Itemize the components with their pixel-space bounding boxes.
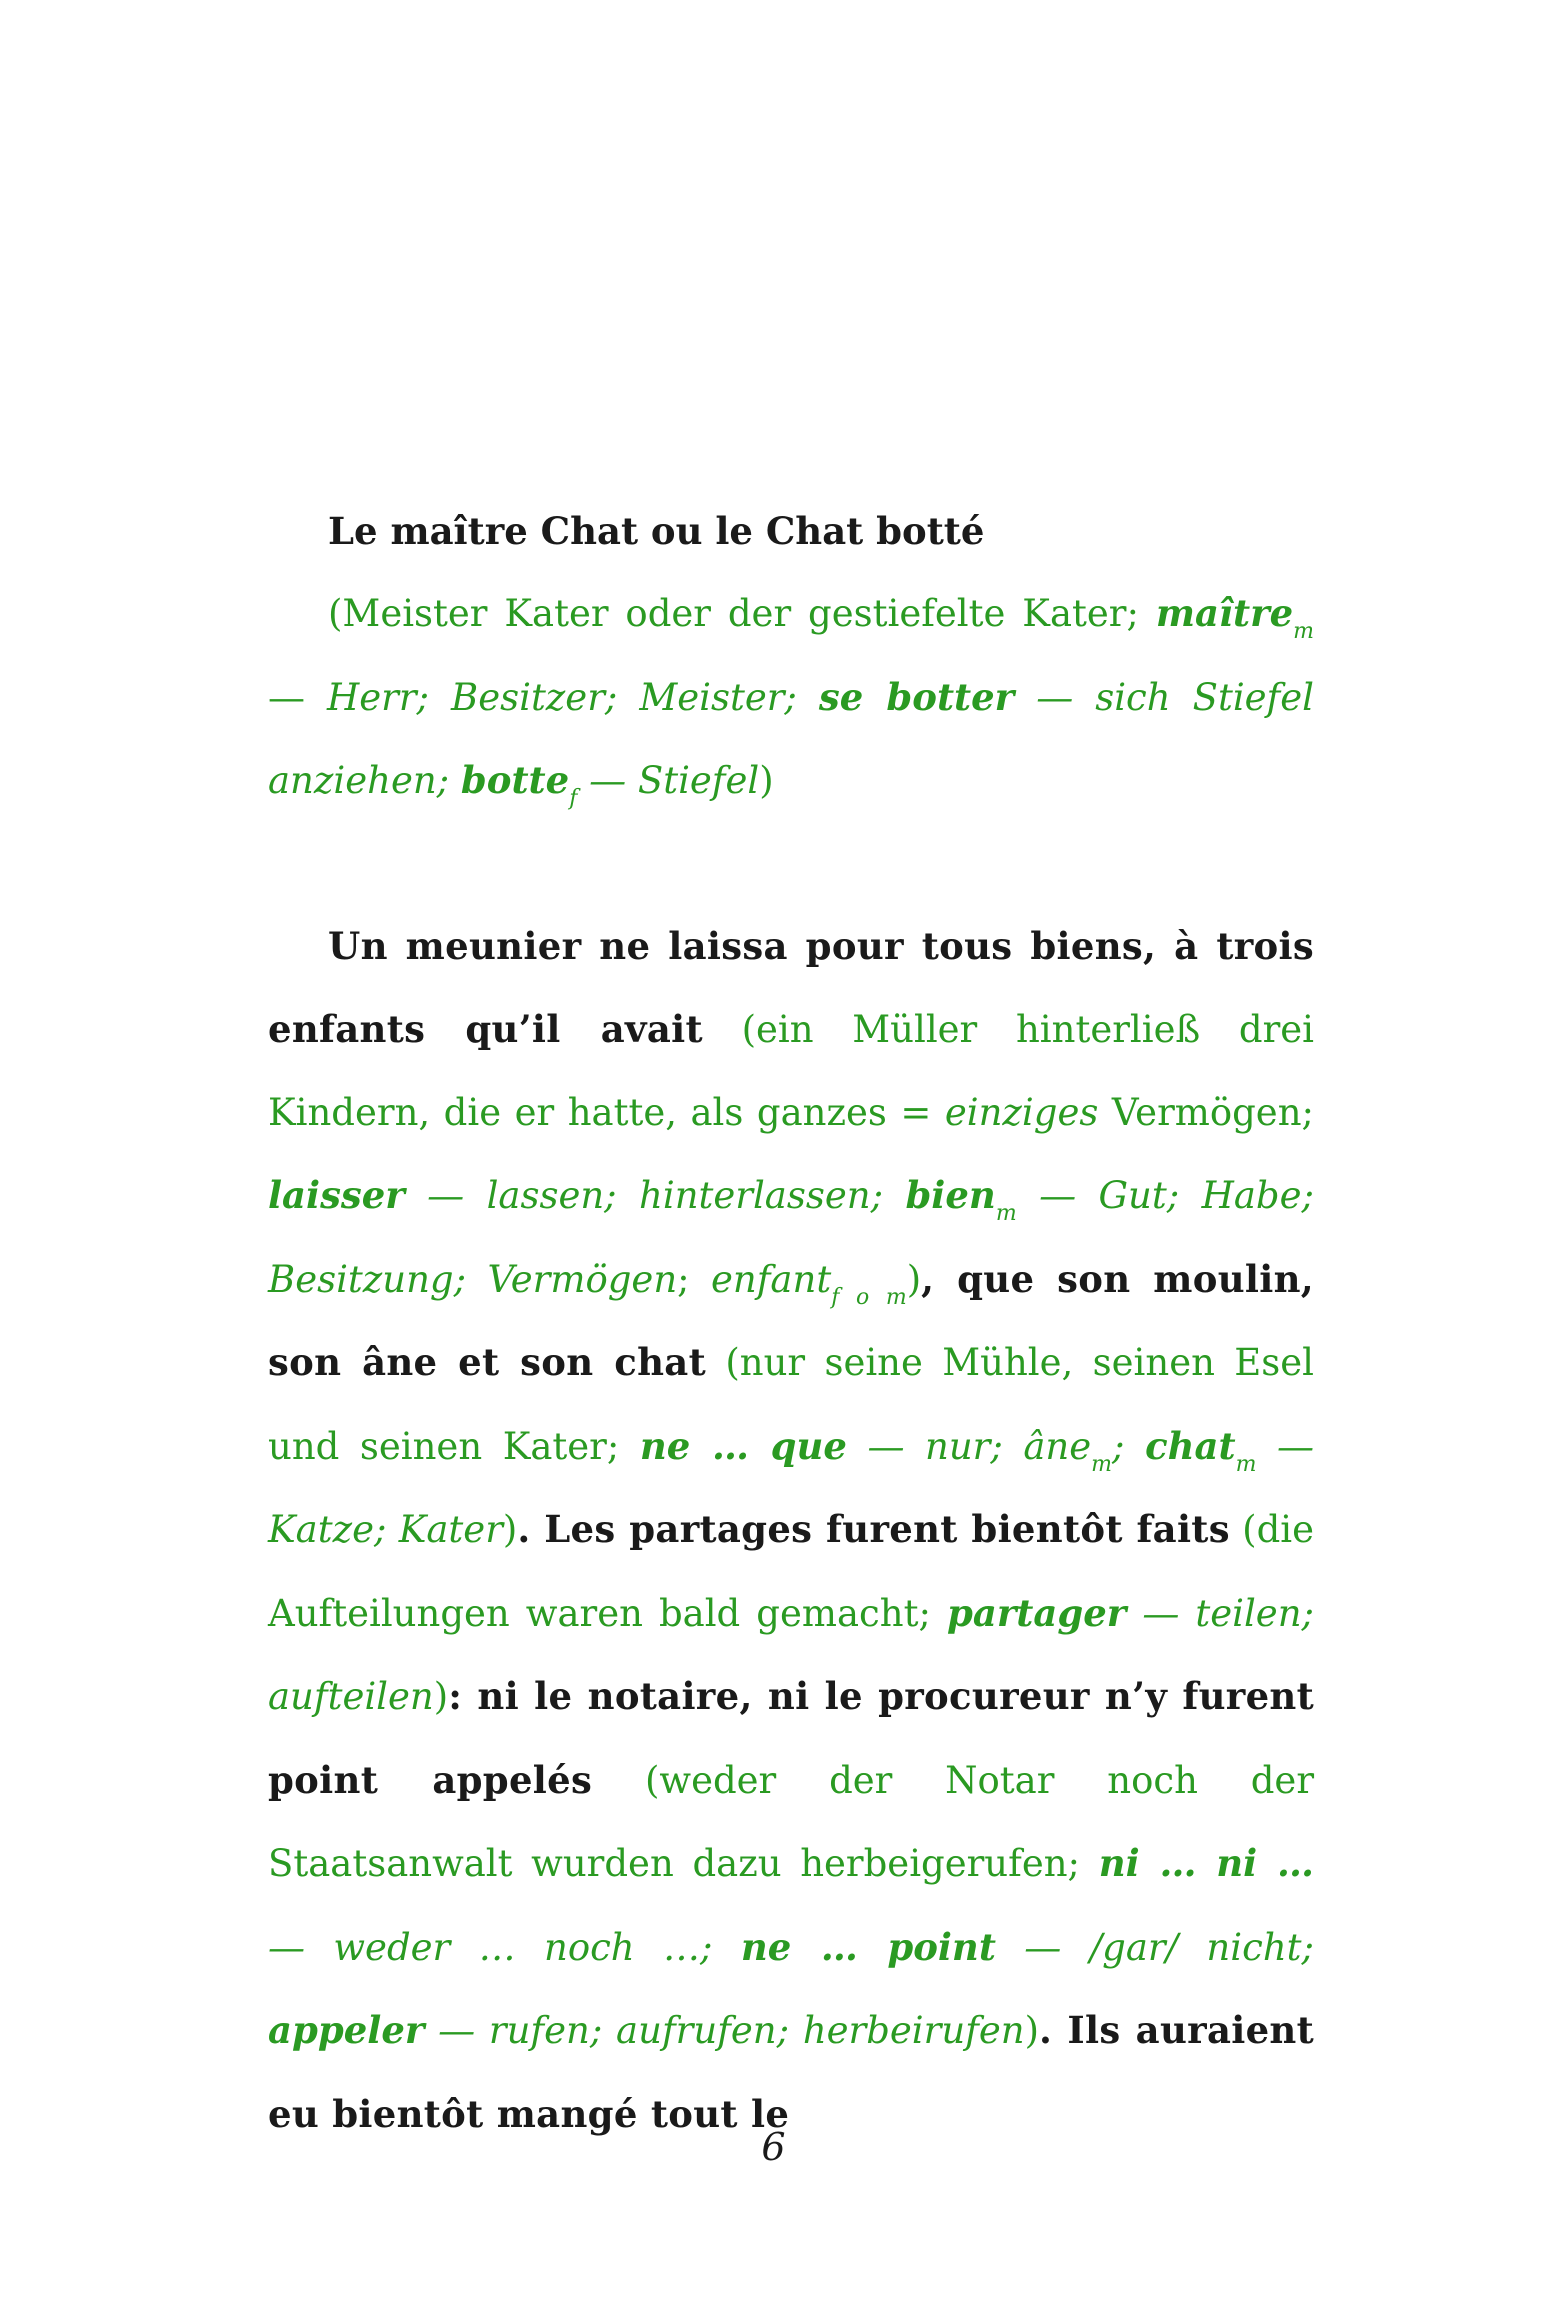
main-paragraph (268, 905, 1314, 2157)
gloss-translation: — Gut; Habe; Besitzung; Vermögen (268, 1174, 1314, 1301)
gloss-text: ) (759, 759, 774, 802)
gloss-translation: — teilen; aufteilen (268, 1591, 1315, 1718)
gender-marker: m (1293, 619, 1314, 644)
page-number: 6 (761, 2125, 786, 2169)
gloss-translation: — sich Stiefel anziehen; (268, 675, 1314, 802)
german-gloss: (die Aufteilungen waren bald gemacht; (268, 1508, 1314, 1635)
gender-marker: f (569, 786, 578, 811)
gender-marker: m (1091, 1451, 1113, 1477)
gloss-translation: — rufen; aufrufen; herbeirufen (424, 2009, 1025, 2052)
gloss-text: (Meister Kater oder der gestiefelte Kater; (328, 592, 1156, 635)
gloss-keyword: bien (905, 1173, 996, 1217)
gloss-keyword: botte (460, 758, 570, 802)
french-text: . Les partages furent bientôt faits (517, 1507, 1230, 1551)
french-text: . Ils auraient eu bientôt mangé tout le (268, 2008, 1315, 2136)
gloss-translation: — /gar/ nicht; (995, 1925, 1314, 1969)
german-gloss: ) (1024, 2009, 1040, 2052)
german-gloss: ) (906, 1257, 922, 1301)
gloss-keyword: laisser (268, 1173, 405, 1217)
gloss-keyword: appeler (268, 2008, 425, 2052)
gender-marker: f o m (831, 1284, 907, 1310)
title-gloss (268, 572, 1314, 823)
gloss-translation: — nur; âne (846, 1424, 1092, 1468)
gloss-keyword: se botter (818, 674, 1015, 719)
gloss-keyword: ne … point (740, 1924, 996, 1969)
chapter-title: Le maître Chat ou le Chat botté (328, 509, 985, 553)
gloss-keyword: partager (946, 1590, 1127, 1635)
gloss-translation: — Stiefel (577, 759, 760, 802)
gloss-translation: — Katze; Kater (268, 1424, 1314, 1551)
gloss-translation: einziges (944, 1090, 1099, 1134)
gloss-keyword: chat (1145, 1423, 1236, 1468)
page-body (268, 490, 1314, 2193)
gender-marker: m (995, 1201, 1017, 1226)
german-gloss: ) (433, 1675, 449, 1718)
german-gloss: (weder der Notar noch der Staatsanwalt wurden dazu herbeigerufen; (268, 1758, 1315, 1885)
gloss-translation: ; (1112, 1424, 1146, 1468)
gloss-translation: Herr; Besitzer; Meister; (327, 675, 819, 719)
gender-marker: m (1235, 1451, 1257, 1477)
gloss-translation: enfant (711, 1257, 832, 1301)
german-gloss: Vermögen; (1098, 1090, 1315, 1134)
gloss-translation: — lassen; hinterlassen; (404, 1174, 906, 1217)
gloss-keyword: ni … ni … (1098, 1841, 1314, 1885)
german-gloss: ) (502, 1508, 518, 1551)
gloss-text: — (268, 675, 328, 719)
german-gloss: (ein Müller hinterließ drei Kindern, die er hatte, als ganzes = (268, 1008, 1314, 1134)
gloss-keyword: ne … que (639, 1423, 847, 1468)
german-gloss: ; (677, 1257, 712, 1301)
gloss-keyword: maître (1155, 591, 1294, 635)
french-text: Un meunier ne laissa pour tous biens, à trois enfants qu’il avait (268, 923, 1314, 1051)
german-gloss: (nur seine Mühle, seinen Esel und seinen Kater; (268, 1341, 1314, 1468)
gloss-translation: — weder … noch …; (268, 1925, 741, 1969)
french-text: , que son moulin, son âne et son chat (268, 1256, 1314, 1384)
french-text: : ni le notaire, ni le procureur n’y furent point appelés (268, 1674, 1314, 1802)
